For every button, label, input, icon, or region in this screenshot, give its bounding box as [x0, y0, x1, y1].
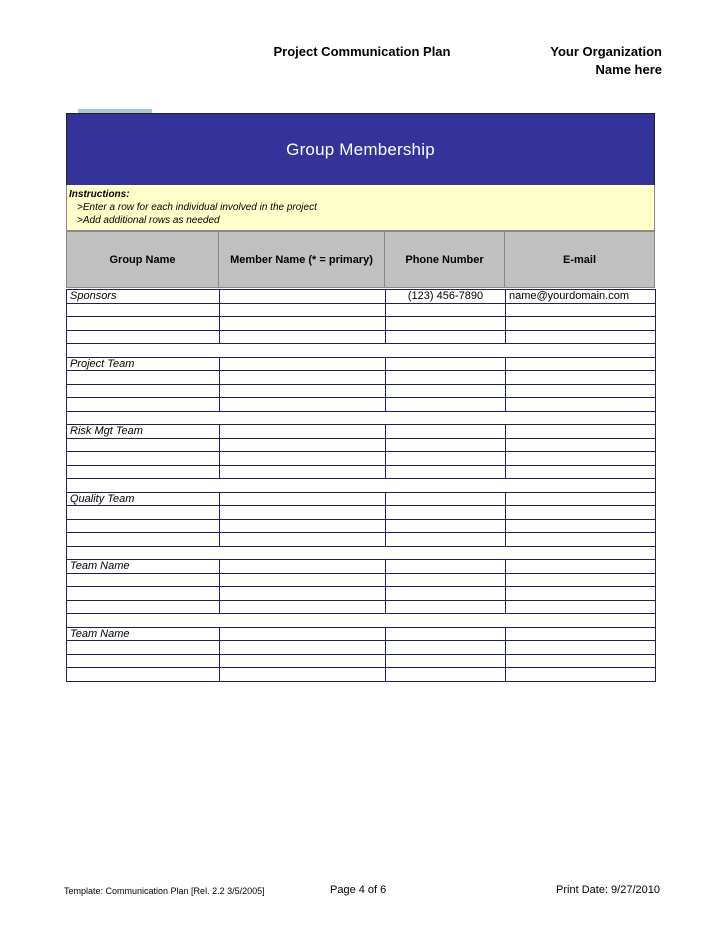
email-cell[interactable] [506, 317, 656, 331]
column-header-row [66, 231, 655, 288]
group-name-cell[interactable] [67, 519, 220, 533]
member-name-cell[interactable] [220, 425, 386, 439]
phone-cell[interactable] [386, 533, 506, 547]
table-row [67, 371, 656, 385]
member-name-cell[interactable] [220, 492, 386, 506]
phone-cell[interactable] [386, 627, 506, 641]
group-name-cell[interactable] [67, 330, 220, 344]
spacer-cell [506, 614, 656, 628]
member-name-cell[interactable] [220, 303, 386, 317]
email-cell[interactable] [506, 438, 656, 452]
spacer-cell [506, 546, 656, 560]
spacer-cell [386, 546, 506, 560]
table-row [67, 533, 656, 547]
member-name-cell[interactable] [220, 600, 386, 614]
table-row [67, 641, 656, 655]
spacer-cell [386, 344, 506, 358]
email-cell[interactable] [506, 641, 656, 655]
table-row [67, 587, 656, 601]
table-row [67, 330, 656, 344]
spacer-cell [220, 546, 386, 560]
phone-cell[interactable] [386, 452, 506, 466]
table-row [67, 303, 656, 317]
table-row [67, 465, 656, 479]
instructions-box [66, 185, 655, 231]
email-cell[interactable] [506, 668, 656, 682]
email-cell[interactable] [506, 330, 656, 344]
group-name-cell[interactable] [67, 317, 220, 331]
member-name-cell[interactable] [220, 452, 386, 466]
table-row [67, 317, 656, 331]
email-cell[interactable] [506, 303, 656, 317]
phone-cell[interactable] [386, 398, 506, 412]
spacer-cell [67, 546, 220, 560]
email-cell[interactable]: name@yourdomain.com [506, 290, 656, 304]
member-name-cell[interactable] [220, 330, 386, 344]
table-row [67, 600, 656, 614]
footer-print-date: Print Date: 9/27/2010 [556, 884, 660, 896]
group-name-cell[interactable] [67, 533, 220, 547]
email-cell[interactable] [506, 627, 656, 641]
group-name-cell[interactable] [67, 398, 220, 412]
table-row [67, 668, 656, 682]
member-name-cell[interactable] [220, 627, 386, 641]
email-cell[interactable] [506, 384, 656, 398]
phone-cell[interactable]: (123) 456-7890 [386, 290, 506, 304]
spacer-cell [67, 614, 220, 628]
group-name-cell[interactable] [67, 438, 220, 452]
email-cell[interactable] [506, 587, 656, 601]
email-cell[interactable] [506, 371, 656, 385]
group-name-cell[interactable]: Quality Team [67, 492, 220, 506]
column-header-member-name: Member Name (* = primary) [219, 232, 385, 287]
spacer-cell [506, 344, 656, 358]
column-header-phone: Phone Number [385, 232, 505, 287]
phone-cell[interactable] [386, 357, 506, 371]
group-name-cell[interactable]: Team Name [67, 560, 220, 574]
spacer-cell [386, 479, 506, 493]
group-name-cell[interactable] [67, 452, 220, 466]
section-title: Group Membership [286, 139, 435, 159]
spacer-cell [220, 344, 386, 358]
instruction-line: >Enter a row for each individual involved in the project [77, 202, 317, 213]
phone-cell[interactable] [386, 465, 506, 479]
email-cell[interactable] [506, 600, 656, 614]
spacer-row [67, 479, 656, 493]
phone-cell[interactable] [386, 438, 506, 452]
org-line-1: Your Organization [550, 44, 662, 59]
instructions-title: Instructions: [69, 189, 130, 200]
spacer-row [67, 546, 656, 560]
phone-cell[interactable] [386, 560, 506, 574]
spacer-cell [220, 411, 386, 425]
group-name-cell[interactable] [67, 654, 220, 668]
spacer-cell [220, 479, 386, 493]
footer-template-info: Template: Communication Plan [Rel. 2.2 3/5/2005] [64, 886, 265, 896]
member-name-cell[interactable] [220, 357, 386, 371]
member-name-cell[interactable] [220, 317, 386, 331]
column-header-email: E-mail [505, 232, 655, 287]
email-cell[interactable] [506, 465, 656, 479]
phone-cell[interactable] [386, 330, 506, 344]
email-cell[interactable] [506, 357, 656, 371]
email-cell[interactable] [506, 533, 656, 547]
phone-cell[interactable] [386, 600, 506, 614]
phone-cell[interactable] [386, 654, 506, 668]
member-name-cell[interactable] [220, 371, 386, 385]
phone-cell[interactable] [386, 573, 506, 587]
spacer-row [67, 614, 656, 628]
spacer-cell [67, 411, 220, 425]
phone-cell[interactable] [386, 384, 506, 398]
membership-sheet [66, 113, 655, 639]
member-name-cell[interactable] [220, 465, 386, 479]
table-row [67, 398, 656, 412]
group-name-cell[interactable] [67, 506, 220, 520]
spacer-cell [67, 479, 220, 493]
member-name-cell[interactable] [220, 587, 386, 601]
member-name-cell[interactable] [220, 560, 386, 574]
group-name-cell[interactable]: Team Name [67, 627, 220, 641]
document-title: Project Communication Plan [273, 44, 451, 59]
group-name-cell[interactable]: Sponsors [67, 290, 220, 304]
organization-name [550, 43, 662, 79]
spacer-row [67, 344, 656, 358]
member-name-cell[interactable] [220, 519, 386, 533]
spacer-cell [386, 411, 506, 425]
email-cell[interactable] [506, 452, 656, 466]
table-row [67, 438, 656, 452]
instruction-line: >Add additional rows as needed [77, 215, 220, 226]
group-name-cell[interactable] [67, 303, 220, 317]
email-cell[interactable] [506, 506, 656, 520]
phone-cell[interactable] [386, 303, 506, 317]
email-cell[interactable] [506, 560, 656, 574]
phone-cell[interactable] [386, 668, 506, 682]
phone-cell[interactable] [386, 519, 506, 533]
phone-cell[interactable] [386, 641, 506, 655]
member-name-cell[interactable] [220, 438, 386, 452]
phone-cell[interactable] [386, 371, 506, 385]
member-name-cell[interactable] [220, 506, 386, 520]
phone-cell[interactable] [386, 492, 506, 506]
phone-cell[interactable] [386, 587, 506, 601]
table-row [67, 452, 656, 466]
spacer-row [67, 411, 656, 425]
column-header-group-name: Group Name [66, 232, 219, 287]
phone-cell[interactable] [386, 425, 506, 439]
group-row [67, 290, 656, 304]
table-row [67, 654, 656, 668]
member-name-cell[interactable] [220, 573, 386, 587]
group-row [67, 357, 656, 371]
spacer-cell [506, 411, 656, 425]
email-cell[interactable] [506, 519, 656, 533]
spacer-cell [386, 614, 506, 628]
membership-table [66, 289, 656, 682]
table-row [67, 519, 656, 533]
table-row [67, 506, 656, 520]
spacer-cell [506, 479, 656, 493]
phone-cell[interactable] [386, 317, 506, 331]
table-row [67, 573, 656, 587]
group-row [67, 492, 656, 506]
group-name-cell[interactable] [67, 371, 220, 385]
member-name-cell[interactable] [220, 641, 386, 655]
member-name-cell[interactable] [220, 668, 386, 682]
group-name-cell[interactable] [67, 668, 220, 682]
group-row [67, 425, 656, 439]
group-name-cell[interactable]: Risk Mgt Team [67, 425, 220, 439]
group-name-cell[interactable] [67, 600, 220, 614]
group-name-cell[interactable] [67, 641, 220, 655]
table-row [67, 384, 656, 398]
email-cell[interactable] [506, 425, 656, 439]
member-name-cell[interactable] [220, 290, 386, 304]
email-cell[interactable] [506, 573, 656, 587]
member-name-cell[interactable] [220, 384, 386, 398]
email-cell[interactable] [506, 654, 656, 668]
group-name-cell[interactable] [67, 573, 220, 587]
member-name-cell[interactable] [220, 398, 386, 412]
phone-cell[interactable] [386, 506, 506, 520]
member-name-cell[interactable] [220, 654, 386, 668]
org-line-2: Name here [595, 62, 662, 77]
member-name-cell[interactable] [220, 533, 386, 547]
email-cell[interactable] [506, 398, 656, 412]
spacer-cell [67, 344, 220, 358]
spacer-cell [220, 614, 386, 628]
group-name-cell[interactable] [67, 465, 220, 479]
footer-page-number: Page 4 of 6 [330, 884, 387, 896]
section-banner [66, 113, 655, 186]
group-row [67, 627, 656, 641]
group-name-cell[interactable] [67, 587, 220, 601]
group-name-cell[interactable]: Project Team [67, 357, 220, 371]
group-name-cell[interactable] [67, 384, 220, 398]
email-cell[interactable] [506, 492, 656, 506]
group-row [67, 560, 656, 574]
